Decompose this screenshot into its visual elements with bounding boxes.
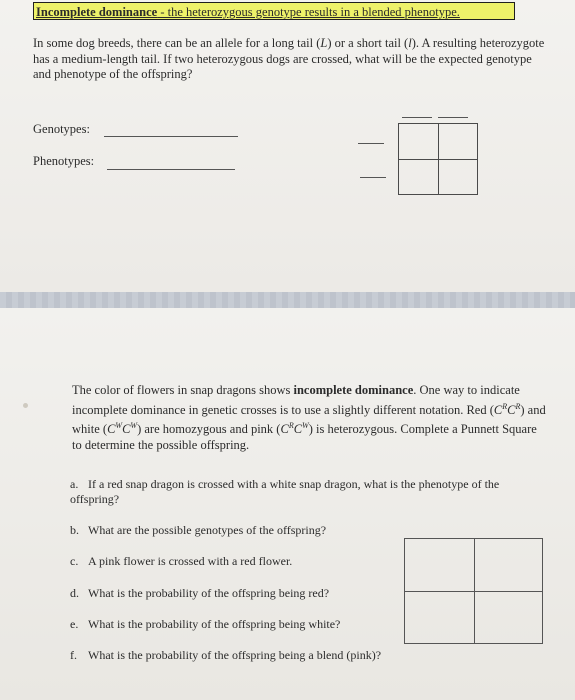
question-b <box>70 523 326 538</box>
phenotypes-answer-line[interactable] <box>107 169 235 170</box>
dog-tail-prompt <box>33 36 548 83</box>
allele-short: l <box>408 36 412 50</box>
question-text: What is the probability of the offspring being white? <box>88 617 341 631</box>
question-letter: c. <box>70 554 79 568</box>
question-e <box>70 617 340 632</box>
question-letter: d. <box>70 586 79 600</box>
question-d <box>70 586 329 601</box>
prompt-text: ) is heterozygous. Complete a Punnett Square to determine the possible offspring. <box>72 422 537 452</box>
question-text: What is the probability of the offspring being a blend (pink)? <box>88 648 382 662</box>
genotype-red: $C^RC^R$ <box>493 401 521 417</box>
prompt-text: ). A resulting heterozygote has a medium-length tail. If two heterozygous dogs are crossed, what will be the expected genotype and phenotype of the offspring? <box>33 36 545 81</box>
prompt-text: In some dog breeds, there can be an allele for a long tail ( <box>33 36 321 50</box>
heading-bold: Incomplete dominance <box>36 5 158 19</box>
question-text: A pink flower is crossed with a red flower. <box>88 554 293 568</box>
question-text: What are the possible genotypes of the offspring? <box>88 523 327 537</box>
allele-long: L <box>320 36 328 50</box>
punnett-square-snapdragon[interactable] <box>404 538 543 644</box>
question-letter: b. <box>70 523 79 537</box>
genotype-white: $C^WC^W$ <box>107 421 138 437</box>
question-letter: e. <box>70 617 79 631</box>
page-divider-band <box>0 292 575 308</box>
question-letter: f. <box>70 648 77 662</box>
question-letter: a. <box>70 477 79 491</box>
section-heading <box>33 2 515 20</box>
parent-allele-blank[interactable] <box>402 117 432 118</box>
punnett-square-dog[interactable] <box>398 123 478 195</box>
heading-rest: - the heterozygous genotype results in a blended phenotype. <box>157 5 460 19</box>
grid-line <box>399 159 477 160</box>
prompt-text: . One way to indicate incomplete dominance in genetic crosses is to use a slightly different notation. Red ( <box>72 383 520 417</box>
question-c <box>70 554 292 569</box>
page-mark <box>23 403 28 408</box>
prompt-bold: incomplete dominance <box>293 383 414 397</box>
grid-line <box>405 591 542 592</box>
snapdragon-prompt <box>72 383 547 453</box>
question-f <box>70 648 381 663</box>
parent-allele-blank[interactable] <box>358 143 384 144</box>
parent-allele-blank[interactable] <box>360 177 386 178</box>
prompt-text: ) or a short tail ( <box>327 36 409 50</box>
question-a <box>70 477 550 507</box>
genotypes-answer-line[interactable] <box>104 136 238 137</box>
prompt-text: The color of flowers in snap dragons shows <box>72 383 294 397</box>
parent-allele-blank[interactable] <box>438 117 468 118</box>
genotypes-label: Genotypes: <box>33 122 90 136</box>
phenotypes-label: Phenotypes: <box>33 154 95 168</box>
question-text: If a red snap dragon is crossed with a white snap dragon, what is the phenotype of the offspring? <box>70 477 500 506</box>
genotype-pink: $C^RC^W$ <box>280 421 309 437</box>
prompt-text: ) and white ( <box>72 402 546 437</box>
prompt-text: ) are homozygous and pink ( <box>137 422 281 437</box>
question-text: What is the probability of the offspring being red? <box>88 586 330 600</box>
